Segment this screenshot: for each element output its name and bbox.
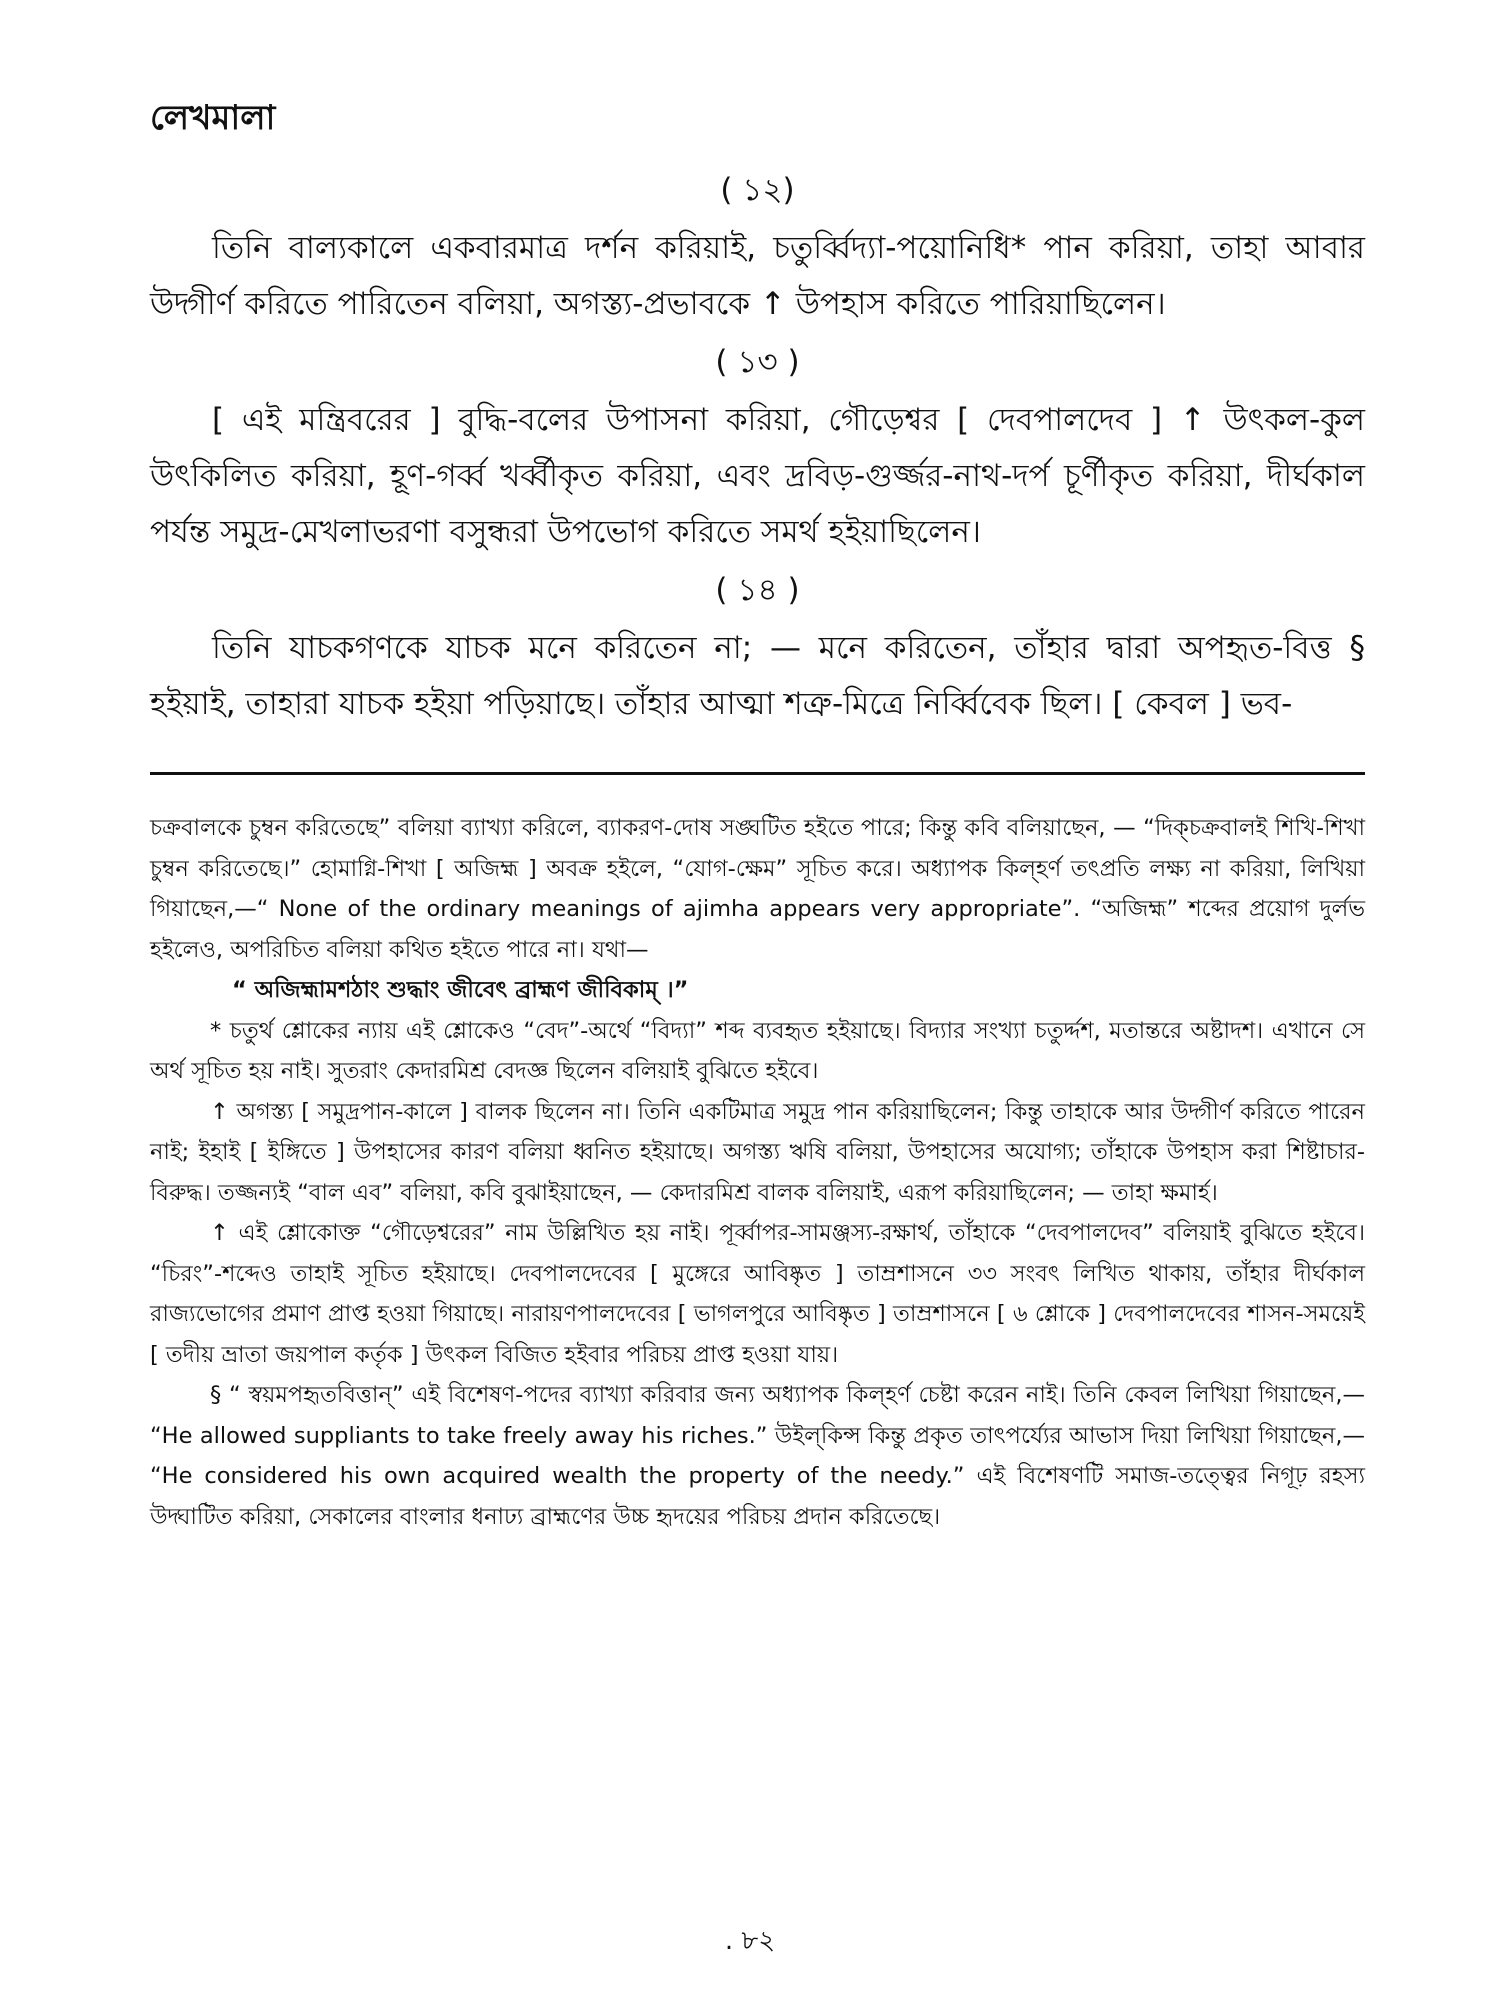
verse-number-13: ( ১৩ ) [715, 344, 800, 380]
footnote-divider [150, 772, 1365, 775]
verse-number-14: ( ১৪ ) [715, 572, 800, 608]
quoted-verse: “ অজিহ্মামশঠাং শুদ্ধাং জীবেৎ ব্রাহ্মণ জীবিকাম্‌ ।” [232, 977, 689, 1003]
main-text [150, 160, 1365, 732]
footnote-section-sign: § “ স্বয়মপহৃতবিত্তান্‌” এই বিশেষণ-পদের ব্যাখ্যা করিবার জন্য অধ্যাপক কিল্‌হর্ণ চেষ্টা করেন নাই। তিনি কেবল লিখিয়া গিয়াছেন,— “He allowed suppliants to take freely away his riches.” উইল্‌কিন্স কিন্তু প্রকৃত তাৎপর্য্যের আভাস দিয়া লিখিয়া গিয়াছেন,— “He considered his own acquired wealth the property of the needy.” এই বিশেষণটি সমাজ-তত্ত্বের নিগূঢ় রহস্য উদ্ঘাটিত করিয়া, সেকালের বাংলার ধনাঢ্য ব্রাহ্মণের উচ্চ হৃদয়ের পরিচয় প্রদান করিতেছে। [150, 1382, 1365, 1530]
footnote-dagger-gaudeshwar: ↑ এই শ্লোকোক্ত “গৌড়েশ্বরের” নাম উল্লিখিত হয় নাই। পূর্ব্বাপর-সামঞ্জস্য-রক্ষার্থ, তাঁহাকে “দেবপালদেব” বলিয়াই বুঝিতে হইবে। “চিরং”-শব্দেও তাহাই সূচিত হইয়াছে। দেবপালদেবের [ মুঙ্গেরে আবিষ্কৃত ] তাম্রশাসনে ৩৩ সংবৎ লিখিত থাকায়, তাঁহার দীর্ঘকাল রাজ্যভোগের প্রমাণ প্রাপ্ত হওয়া গিয়াছে। নারায়ণপালদেবের [ ভাগলপুরে আবিষ্কৃত ] তাম্রশাসনে [ ৬ শ্লোকে ] দেবপালদেবের শাসন-সময়েই [ তদীয় ভ্রাতা জয়পাল কর্তৃক ] উৎকল বিজিত হইবার পরিচয় প্রাপ্ত হওয়া যায়। [150, 1220, 1365, 1368]
verse-number-12: ( ১২) [720, 172, 795, 208]
verse-text-13: [ এই মন্ত্রিবরের ] বুদ্ধি-বলের উপাসনা করিয়া, গৌড়েশ্বর [ দেবপালদেব ] ↑ উৎকল-কুল উৎকিলিত করিয়া, হূণ-গর্ব্ব খর্ব্বীকৃত করিয়া, এবং দ্রবিড়-গুর্জ্জর-নাথ-দর্প চূর্ণীকৃত করিয়া, দীর্ঘকাল পর্যন্ত সমুদ্র-মেখলাভরণা বসুন্ধরা উপভোগ করিতে সমর্থ হইয়াছিলেন। [150, 402, 1365, 550]
verse-text-12: তিনি বাল্যকালে একবারমাত্র দর্শন করিয়াই, চতুর্ব্বিদ্যা-পয়োনিধি* পান করিয়া, তাহা আবার উদ্গীর্ণ করিতে পারিতেন বলিয়া, অগস্ত্য-প্রভাবকে ↑ উপহাস করিতে পারিয়াছিলেন। [150, 230, 1365, 322]
footnotes [150, 808, 1365, 1537]
footnote-star: * চতুর্থ শ্লোকের ন্যায় এই শ্লোকেও “বেদ”-অর্থে “বিদ্যা” শব্দ ব্যবহৃত হইয়াছে। বিদ্যার সংখ্যা চতুর্দ্দশ, মতান্তরে অষ্টাদশ। এখানে সে অর্থ সূচিত হয় নাই। সুতরাং কেদারমিশ্র বেদজ্ঞ ছিলেন বলিয়াই বুঝিতে হইবে। [150, 1017, 1365, 1084]
footnote-continuation: চক্রবালকে চুম্বন করিতেছে” বলিয়া ব্যাখ্যা করিলে, ব্যাকরণ-দোষ সঙ্ঘটিত হইতে পারে; কিন্তু কবি বলিয়াছেন, — “দিক্‌চক্রবালই শিখি-শিখা চুম্বন করিতেছে।” হোমাগ্নি-শিখা [ অজিহ্ম ] অবক্র হইলে, “যোগ-ক্ষেম” সূচিত করে। অধ্যাপক কিল্‌হর্ণ তৎপ্রতি লক্ষ্য না করিয়া, লিখিয়া গিয়াছেন,—“ None of the ordinary meanings of ajimha appears very appropriate”. “অজিহ্ম” শব্দের প্রয়োগ দুর্লভ হইলেও, অপরিচিত বলিয়া কথিত হইতে পারে না। যথা— [150, 815, 1365, 963]
verse-text-14: তিনি যাচকগণকে যাচক মনে করিতেন না; — মনে করিতেন, তাঁহার দ্বারা অপহৃত-বিত্ত § হইয়াই, তাহারা যাচক হইয়া পড়িয়াছে। তাঁহার আত্মা শত্রু-মিত্রে নির্ব্বিবেক ছিল। [ কেবল ] ভব- [150, 630, 1365, 722]
running-head: লেখমালা [150, 98, 276, 138]
page-number: . ৮২ [724, 1926, 776, 1956]
footnote-dagger-agastya: ↑ অগস্ত্য [ সমুদ্রপান-কালে ] বালক ছিলেন না। তিনি একটিমাত্র সমুদ্র পান করিয়াছিলেন; কিন্তু তাহাকে আর উদ্গীর্ণ করিতে পারেন নাই; ইহাই [ ইঙ্গিতে ] উপহাসের কারণ বলিয়া ধ্বনিত হইয়াছে। অগস্ত্য ঋষি বলিয়া, উপহাসের অযোগ্য; তাঁহাকে উপহাস করা শিষ্টাচার-বিরুদ্ধ। তজ্জন্যই “বাল এব” বলিয়া, কবি বুঝাইয়াছেন, — কেদারমিশ্র বালক বলিয়াই, এরূপ করিয়াছিলেন; — তাহা ক্ষমার্হ। [150, 1098, 1365, 1206]
